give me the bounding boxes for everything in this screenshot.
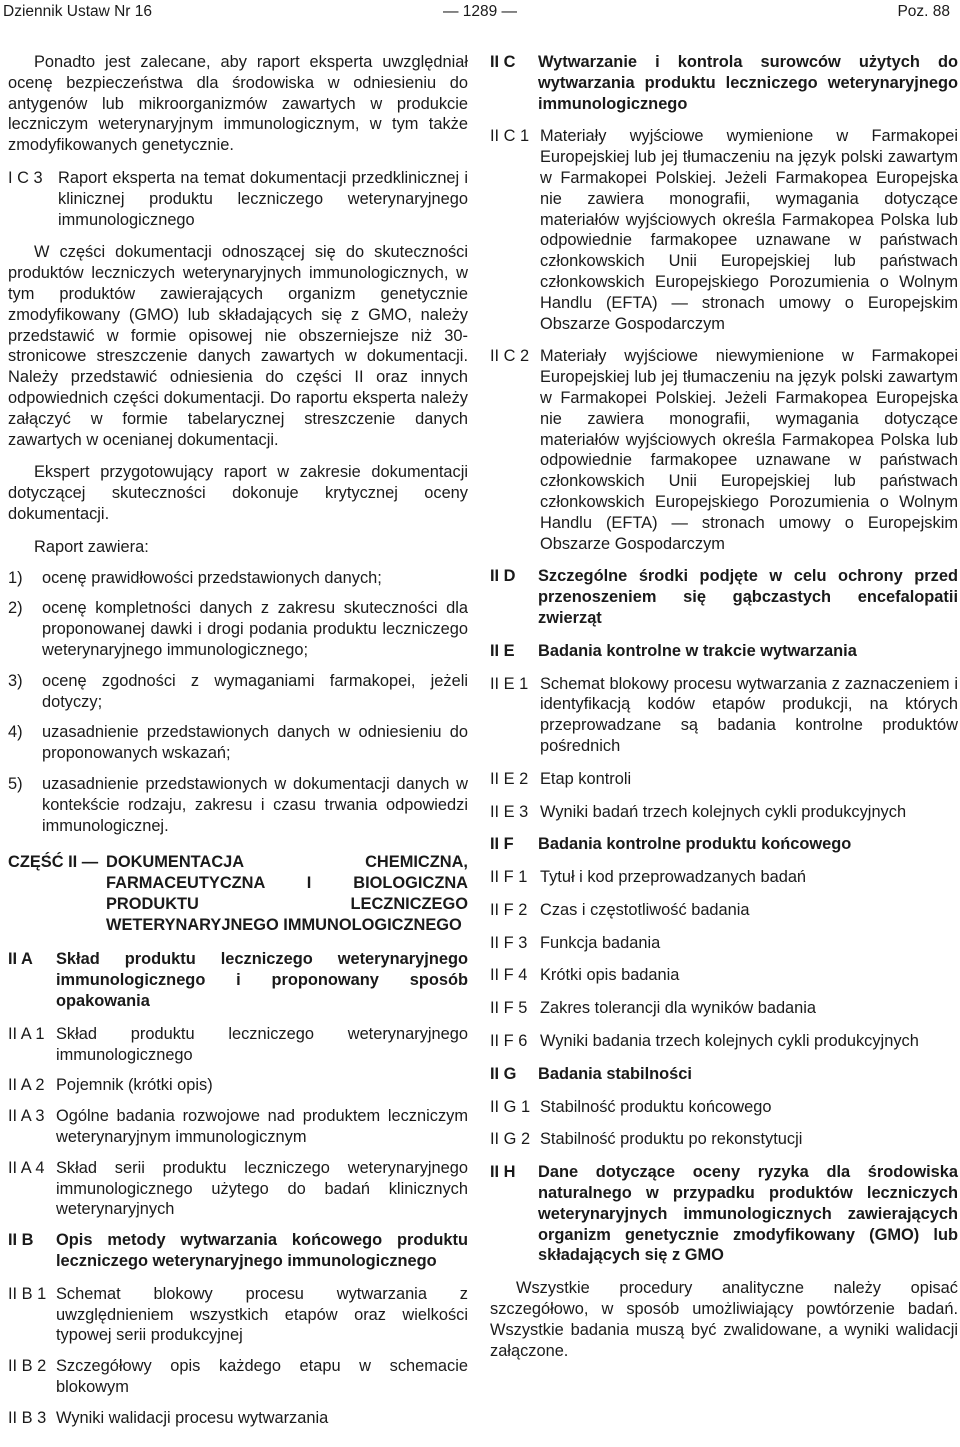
subsection-text: Krótki opis badania <box>540 966 680 985</box>
subsection-text: Skład produktu leczniczego weterynaryjnego immunologicznego <box>56 1024 468 1064</box>
subsection-code: II A 4 <box>8 1158 45 1177</box>
section-title: Opis metody wytwarzania końcowego produktu leczniczego weterynaryjnego immunologicznego <box>56 1231 468 1271</box>
subsection <box>490 1031 958 1052</box>
subsection-code: II B 3 <box>8 1408 47 1427</box>
section-code: II C <box>490 53 516 71</box>
list-item <box>8 568 468 589</box>
subsection <box>490 1097 958 1118</box>
subsection-code: II F 3 <box>490 933 528 952</box>
page-number: — 1289 — <box>442 3 518 20</box>
subsection <box>490 769 958 790</box>
subsection-code: II C 2 <box>490 347 530 366</box>
subsection <box>8 1075 468 1096</box>
subsection-code: II F 2 <box>490 900 528 919</box>
subsection <box>8 1356 468 1398</box>
list-number: 5) <box>8 774 23 793</box>
subsection-code: II B 2 <box>8 1357 47 1376</box>
subsection-code: II F 6 <box>490 1032 528 1051</box>
subsection-text: Materiały wyjściowe niewymienione w Farmakopei Europejskiej lub jej tłumaczeniu na język polski zawartym w Farmakopei Polskiej. Jeżeli Farmakopea Europejska nie zawiera monografii, wymagania dotyczące materiałów wyjściowych określa Farmakopea Polska lub odpowiednie farmakopee uznawane w państwach członkowskich Unii Europejskiej lub państwach członkowskich Europejskiego Porozumienia o Wolnym Handlu (EFTA) — stronach umowy o Europejskim Obszarze Gospodarczym <box>540 347 958 553</box>
subsection-text: Pojemnik (krótki opis) <box>56 1076 213 1095</box>
subsection-code: II C 1 <box>490 127 530 146</box>
section-title: Wytwarzanie i kontrola surowców użytych do wytwarzania produktu leczniczego weterynaryjnego immunologicznego <box>538 53 958 113</box>
section-code: II F <box>490 835 514 854</box>
subsection-text: Schemat blokowy procesu wytwarzania z zaznaczeniem i identyfikacją kodów etapów produkcji, na których przeprowadzane są badania kontrolne produktów pośrednich <box>540 674 958 755</box>
position-number: Poz. 88 <box>897 3 950 20</box>
subsection-text: Materiały wyjściowe wymienione w Farmakopei Europejskiej lub jej tłumaczeniu na język polski zawartym w Farmakopei Polskiej. Jeżeli Farmakopea Europejska nie zawiera monografii, wymagania dotyczące materiałów wyjściowych określa Farmakopea Polska lub odpowiednie farmakopee uznawane w państwach członkowskich Unii Europejskiej lub państwach członkowskich Europejskiego Porozumienia o Wolnym Handlu (EFTA) — stronach umowy o Europejskim Obszarze Gospodarczym <box>540 127 958 333</box>
part-heading <box>8 852 468 935</box>
report-intro: Raport zawiera: <box>34 537 149 556</box>
subsection-text: Zakres tolerancji dla wyników badania <box>540 999 817 1018</box>
subsection-code: II B 1 <box>8 1284 47 1303</box>
section-title: Badania kontrolne w trakcie wytwarzania <box>538 641 857 660</box>
subsection-text: Stabilność produktu końcowego <box>540 1097 772 1116</box>
part-label: CZĘŚĆ II — <box>8 853 99 872</box>
subsection <box>490 346 958 554</box>
right-column <box>490 52 958 1373</box>
list-text: ocenę kompletności danych z zakresu skuteczności dla proponowanej dawki i drogi podania produktu leczniczego weterynaryjnego immunologicznego; <box>42 599 468 659</box>
expert-paragraph: Ekspert przygotowujący raport w zakresie dokumentacji dotyczącej skuteczności dokonuje krytycznej oceny dokumentacji. <box>8 463 468 523</box>
subsection-text: Wyniki walidacji procesu wytwarzania <box>56 1408 329 1427</box>
list-text: uzasadnienie przedstawionych w dokumentacji danych w kontekście rodzaju, zakresu i czasu trwania odpowiedzi immunologicznej. <box>42 774 468 835</box>
list-item <box>8 722 468 764</box>
subsection-text: Funkcja badania <box>540 933 661 952</box>
subsection <box>8 1284 468 1346</box>
section-iic <box>490 52 958 114</box>
subsection-code: II A 1 <box>8 1024 45 1043</box>
subsection <box>490 674 958 757</box>
section-iia <box>8 949 468 1011</box>
subsection-text: Wyniki badania trzech kolejnych cykli produkcyjnych <box>540 1032 919 1051</box>
section-code: II E <box>490 641 515 660</box>
list-number: 1) <box>8 568 23 587</box>
left-column <box>8 52 468 1439</box>
subsection-text: Schemat blokowy procesu wytwarzania z uwzględnieniem wszystkich etapów oraz wielkości typowej serii produkcyjnej <box>56 1284 468 1345</box>
list-item <box>8 774 468 836</box>
subsection-code: II E 2 <box>490 769 529 788</box>
closing-paragraph: Wszystkie procedury analityczne należy opisać szczegółowo, w sposób umożliwiający powtórzenie badań. Wszystkie badania muszą być zwalidowane, a wyniki walidacji załączone. <box>490 1279 958 1360</box>
section-iif <box>490 834 958 855</box>
subsection-text: Szczegółowy opis każdego etapu w schemacie blokowym <box>56 1357 468 1397</box>
subsection-code: II G 2 <box>490 1130 531 1149</box>
part-title: DOKUMENTACJA CHEMICZNA, FARMACEUTYCZNA I BIOLOGICZNA PRODUKTU LECZNICZEGO WETERYNARYJNEGO IMMUNOLOGICZNEGO <box>106 853 468 934</box>
section-title: Raport eksperta na temat dokumentacji przedklinicznej i klinicznej produktu leczniczego weterynaryjnego immunologicznego <box>58 168 468 229</box>
subsection-code: II A 3 <box>8 1107 45 1126</box>
subsection-code: II E 1 <box>490 674 529 693</box>
section-iig <box>490 1064 958 1085</box>
subsection <box>490 998 958 1019</box>
subsection <box>490 126 958 334</box>
list-number: 3) <box>8 671 23 690</box>
subsection-text: Etap kontroli <box>540 769 632 788</box>
list-item <box>8 598 468 660</box>
list-number: 2) <box>8 599 23 618</box>
section-title: Szczególne środki podjęte w celu ochrony przed przenoszeniem się gąbczastych encefalopatii zwierząt <box>538 567 958 627</box>
section-iie <box>490 641 958 662</box>
subsection <box>8 1024 468 1066</box>
subsection <box>8 1106 468 1148</box>
subsection <box>490 900 958 921</box>
intro-paragraph: Ponadto jest zalecane, aby raport eksperta uwzględniał ocenę bezpieczeństwa dla środowiska w odniesieniu do antygenów lub mikroorganizmów zawartych w produkcie leczniczym weterynaryjnym immunologicznym, w tym także zmodyfikowanych genetycznie. <box>8 53 468 155</box>
section-title: Skład produktu leczniczego weterynaryjnego immunologicznego i proponowany sposób opakowania <box>56 950 468 1011</box>
report-list <box>8 568 468 837</box>
list-text: uzasadnienie przedstawionych danych w odniesieniu do proponowanych wskazań; <box>42 723 468 763</box>
subsection-text: Wyniki badań trzech kolejnych cykli produkcyjnych <box>540 802 907 821</box>
subsection-code: II E 3 <box>490 802 529 821</box>
subsection <box>490 933 958 954</box>
section-title: Badania stabilności <box>538 1064 692 1083</box>
list-text: ocenę zgodności z wymaganiami farmakopei, jeżeli dotyczy; <box>42 671 468 711</box>
subsection <box>490 802 958 823</box>
page-header <box>0 0 960 26</box>
subsection-text: Stabilność produktu po rekonstytucji <box>540 1130 803 1149</box>
subsection <box>8 1158 468 1220</box>
section-title: Badania kontrolne produktu końcowego <box>538 835 852 854</box>
subsection-code: II F 4 <box>490 966 528 985</box>
subsection <box>490 1129 958 1150</box>
section-code: II H <box>490 1163 516 1182</box>
section-title: Dane dotyczące oceny ryzyka dla środowiska naturalnego w przypadku produktów leczniczych weterynaryjnych immunologicznych zawierających organizm genetycznie zmodyfikowany (GMO) lub składających się z GMO <box>538 1163 958 1265</box>
subsection-text: Ogólne badania rozwojowe nad produktem leczniczym weterynaryjnym immunologicznym <box>56 1107 468 1147</box>
section-code: II A <box>8 950 33 969</box>
list-item <box>8 671 468 713</box>
section-iih <box>490 1162 958 1266</box>
section-code: II G <box>490 1064 517 1083</box>
ic3-body-paragraph: W części dokumentacji odnoszącej się do skuteczności produktów leczniczych weterynaryjnych immunologicznych, w tym produktów zawierających organizm genetycznie zmodyfikowany (GMO) lub składających się z GMO, należy przedstawić w formie opisowej nie obszerniejsze niż 30-stronicowe streszczenie danych zawartych w dokumentacji. Należy przedstawić odniesienia do części II oraz innych odpowiednich części dokumentacji. Do raportu eksperta należy załączyć w formie tabelarycznej streszczenie danych zawartych w ocenianej dokumentacji. <box>8 243 468 449</box>
subsection <box>8 1408 468 1429</box>
subsection <box>490 965 958 986</box>
section-iib <box>8 1230 468 1272</box>
subsection-text: Czas i częstotliwość badania <box>540 900 750 919</box>
section-code: II B <box>8 1231 34 1250</box>
list-number: 4) <box>8 723 23 742</box>
subsection-code: II F 5 <box>490 999 528 1018</box>
subsection <box>490 867 958 888</box>
list-text: ocenę prawidłowości przedstawionych danych; <box>42 568 382 587</box>
subsection-code: II A 2 <box>8 1076 45 1095</box>
subsection-code: II G 1 <box>490 1097 531 1116</box>
section-code: II D <box>490 567 516 586</box>
journal-title: Dziennik Ustaw Nr 16 <box>3 3 153 20</box>
section-ic3 <box>8 168 468 230</box>
subsection-text: Tytuł i kod przeprowadzanych badań <box>540 868 807 887</box>
section-iid <box>490 566 958 628</box>
section-code: I C 3 <box>8 168 43 187</box>
subsection-code: II F 1 <box>490 868 528 887</box>
subsection-text: Skład serii produktu leczniczego weterynaryjnego immunologicznego użytego do badań klinicznych weterynaryjnych <box>56 1158 468 1219</box>
